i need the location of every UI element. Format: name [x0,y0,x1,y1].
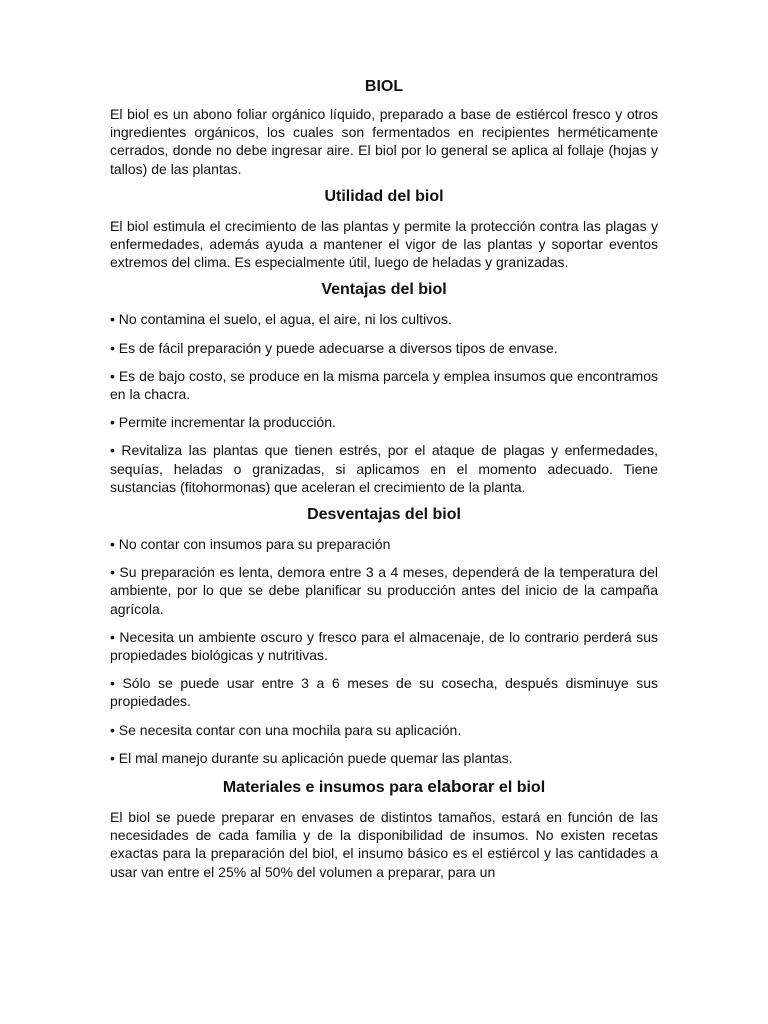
document-title: BIOL [364,78,404,95]
ventaja-item: • Revitaliza las plantas que tienen estrés, por el ataque de plagas y enfermedades, sequías, heladas o granizadas, si aplicamos en el momento adecuado. Tiene sustancias (fitohormonas) que aceleran el crecimiento de la planta. [110,442,658,495]
desventaja-item: • No contar con insumos para su preparación [110,536,391,553]
intro-paragraph: El biol es un abono foliar orgánico líquido, preparado a base de estiércol fresco y otros ingredientes orgánicos, los cuales son fermentados en recipientes herméticamente cerrados, donde no debe ingresar aire. El biol por lo general se aplica al follaje (hojas y tallos) de las plantas. [110,106,658,177]
ventaja-item: • Permite incrementar la producción. [110,414,336,431]
desventajas-heading: Desventajas del biol [307,506,461,524]
materiales-heading-part: Materiales e insumos para [222,779,428,797]
ventajas-heading: Ventajas del biol [321,281,447,299]
ventaja-item: • No contamina el suelo, el agua, el aire, ni los cultivos. [110,311,452,328]
ventaja-item: • Es de bajo costo, se produce en la misma parcela y emplea insumos que encontramos en la chacra. [110,367,658,403]
desventaja-item: • Necesita un ambiente oscuro y fresco para el almacenaje, de lo contrario perderá sus propiedades biológicas y nutritivas. [110,628,658,664]
materiales-heading-part: el biol [494,779,546,797]
desventaja-item: • Sólo se puede usar entre 3 a 6 meses de su cosecha, después disminuye sus propiedades. [110,675,658,710]
desventaja-item: • Su preparación es lenta, demora entre 3 a 4 meses, dependerá de la temperatura del ambiente, por lo que se debe planificar su producción antes del inicio de la campaña agrícola. [110,564,658,617]
utilidad-heading: Utilidad del biol [324,187,444,205]
ventaja-item: • Es de fácil preparación y puede adecuarse a diversos tipos de envase. [110,339,558,356]
materiales-paragraph: El biol se puede preparar en envases de distintos tamaños, estará en función de las necesidades de cada familia y de la disponibilidad de insumos. No existen recetas exactas para la preparación del biol, el insumo básico es el estiércol y las cantidades a usar van entre el 25% al 50% del volumen a preparar, para un [110,809,658,880]
desventaja-item: • Se necesita contar con una mochila para su aplicación. [110,721,462,738]
materiales-heading-emphasis: elaborar [427,777,495,797]
desventaja-item: • El mal manejo durante su aplicación puede quemar las plantas. [110,749,513,766]
materiales-heading [110,777,658,797]
utilidad-paragraph: El biol estimula el crecimiento de las plantas y permite la protección contra las plagas y enfermedades, además ayuda a mantener el vigor de las plantas y soportar eventos extremos del clima. Es especialmente útil, luego de heladas y granizadas. [110,217,658,271]
